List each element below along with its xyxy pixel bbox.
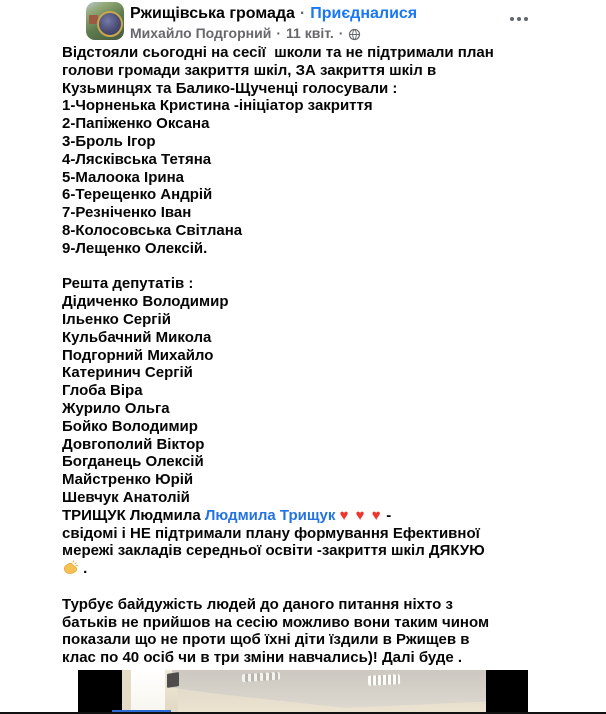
post-text-line bbox=[62, 186, 534, 204]
post-text-line bbox=[62, 329, 534, 347]
post-text-line bbox=[62, 542, 534, 560]
post-text-line bbox=[62, 507, 534, 525]
post-header bbox=[130, 4, 417, 42]
globe-icon bbox=[348, 28, 361, 41]
post-text: Кульбачний Микола bbox=[62, 328, 212, 346]
post-text: 9-Лещенко Олексій. bbox=[62, 239, 208, 257]
post-text-line bbox=[62, 204, 534, 222]
photo-room-interior bbox=[122, 670, 486, 714]
post-text: Дідиченко Володимир bbox=[62, 293, 229, 311]
post-text: Відстояли сьогодні на сесії школи та не підтримали план bbox=[62, 44, 494, 61]
photo-wall-pillar bbox=[122, 670, 131, 714]
post-text-line bbox=[62, 347, 534, 365]
ellipsis-dot bbox=[510, 17, 514, 21]
post-text-line bbox=[62, 649, 534, 667]
post-text: Катеринич Сергій bbox=[62, 364, 193, 382]
post-text-line bbox=[62, 222, 534, 240]
post-text: 3-Броль Ігор bbox=[62, 132, 156, 150]
post-text-line bbox=[62, 614, 534, 632]
post-text-line bbox=[62, 578, 534, 596]
post-text: клас по 40 осіб чи в три зміни навчались)! Далі буде . bbox=[62, 649, 463, 667]
post-text: мережі закладів середньої освіти -закриття шкіл ДЯКУЮ bbox=[62, 542, 485, 560]
separator-dot: · bbox=[276, 25, 282, 41]
photo-ceiling bbox=[172, 670, 486, 714]
photo-window-light bbox=[131, 670, 165, 714]
post-title-line bbox=[130, 4, 417, 24]
post-text: Богданець Олексій bbox=[62, 453, 204, 471]
post-text: 5-Малоока Ірина bbox=[62, 168, 184, 186]
post-text-line bbox=[62, 471, 534, 489]
post-body bbox=[62, 44, 534, 667]
post-text-line bbox=[62, 97, 534, 115]
post-text: . bbox=[79, 560, 88, 578]
post-text: 4-Лясківська Тетяна bbox=[62, 150, 212, 168]
separator-dot: · bbox=[338, 25, 344, 41]
post-text-line bbox=[62, 596, 534, 614]
post-text: голови громади закриття шкіл, ЗА закриття шкіл в bbox=[62, 61, 437, 79]
post-text: свідомі і НЕ підтримали плану формування Ефективної bbox=[62, 524, 480, 542]
post-text: 8-Колосовська Світлана bbox=[62, 221, 243, 239]
post-text: Майстренко Юрій bbox=[62, 471, 194, 489]
group-avatar[interactable] bbox=[86, 2, 124, 40]
post-text-line bbox=[62, 169, 534, 187]
post-text-line bbox=[62, 311, 534, 329]
post-text-line bbox=[62, 293, 534, 311]
joined-link[interactable]: Приєдналися bbox=[310, 5, 418, 22]
post-photo[interactable] bbox=[78, 670, 528, 714]
post-text-line bbox=[62, 400, 534, 418]
post-text-line bbox=[62, 436, 534, 454]
post-text: Подгорний Михайло bbox=[62, 346, 214, 364]
post-menu-button[interactable] bbox=[507, 12, 531, 26]
post-text-line bbox=[62, 364, 534, 382]
post-text-line bbox=[62, 489, 534, 507]
mention-link[interactable]: Людмила Трищук bbox=[204, 506, 336, 524]
clap-hands-icon bbox=[62, 560, 79, 577]
post-text: 6-Терещенко Андрій bbox=[62, 186, 213, 204]
post-text: 2-Папіженко Оксана bbox=[62, 115, 210, 133]
author-link[interactable]: Михайло Подгорний bbox=[130, 25, 272, 41]
post-text-line bbox=[62, 631, 534, 649]
post-text: Шевчук Анатолій bbox=[62, 488, 190, 506]
separator-dot: · bbox=[299, 5, 306, 22]
post-text: Турбує байдужість людей до даного питання ніхто з bbox=[62, 595, 453, 613]
post-text-line bbox=[62, 44, 534, 62]
post-text: Ільенко Сергій bbox=[62, 310, 171, 328]
post-text: показали що не проти щоб їхні діти їздили в Ржищев в bbox=[62, 631, 470, 649]
post-text-line bbox=[62, 258, 534, 276]
photo-ceiling-light bbox=[368, 674, 400, 686]
post-text-line bbox=[62, 525, 534, 543]
photo-air-conditioner bbox=[167, 672, 179, 688]
post-text-line bbox=[62, 240, 534, 258]
post-text-line bbox=[62, 275, 534, 293]
group-name-link[interactable]: Ржищівська громада bbox=[130, 5, 295, 22]
post-text-line bbox=[62, 115, 534, 133]
group-emblem-icon bbox=[97, 11, 123, 37]
post-text-line bbox=[62, 382, 534, 400]
timestamp-link[interactable]: 11 квіт. bbox=[286, 25, 334, 41]
ellipsis-dot bbox=[517, 17, 521, 21]
post-text: Решта депутатів : bbox=[62, 275, 194, 293]
post-text: - bbox=[382, 506, 392, 524]
post-text: батьків не прийшов на сесію можливо вони таким чином bbox=[62, 613, 490, 631]
post-text: Бойко Володимир bbox=[62, 417, 198, 435]
post-text-line bbox=[62, 418, 534, 436]
post-text: 7-Резніченко Іван bbox=[62, 204, 192, 222]
post-subtitle-line bbox=[130, 25, 417, 42]
ellipsis-dot bbox=[524, 17, 528, 21]
post-text: 1-Чорненька Кристина -ініціатор закриття bbox=[62, 97, 373, 115]
post-text: Довгополий Віктор bbox=[62, 435, 205, 453]
post-text-line bbox=[62, 151, 534, 169]
post-text-line bbox=[62, 133, 534, 151]
heart-emoji: ♥ ♥ ♥ bbox=[339, 506, 383, 524]
post-text: Глоба Віра bbox=[62, 382, 143, 400]
post-text: Журило Ольга bbox=[62, 399, 170, 417]
post-text-line bbox=[62, 453, 534, 471]
post-text-line bbox=[62, 80, 534, 98]
post-text-line bbox=[62, 62, 534, 80]
post-text: Кузьминцях та Балико-Щученці голосували : bbox=[62, 79, 398, 97]
post-text: ТРИЩУК Людмила bbox=[62, 506, 205, 524]
post-text-line bbox=[62, 560, 534, 578]
